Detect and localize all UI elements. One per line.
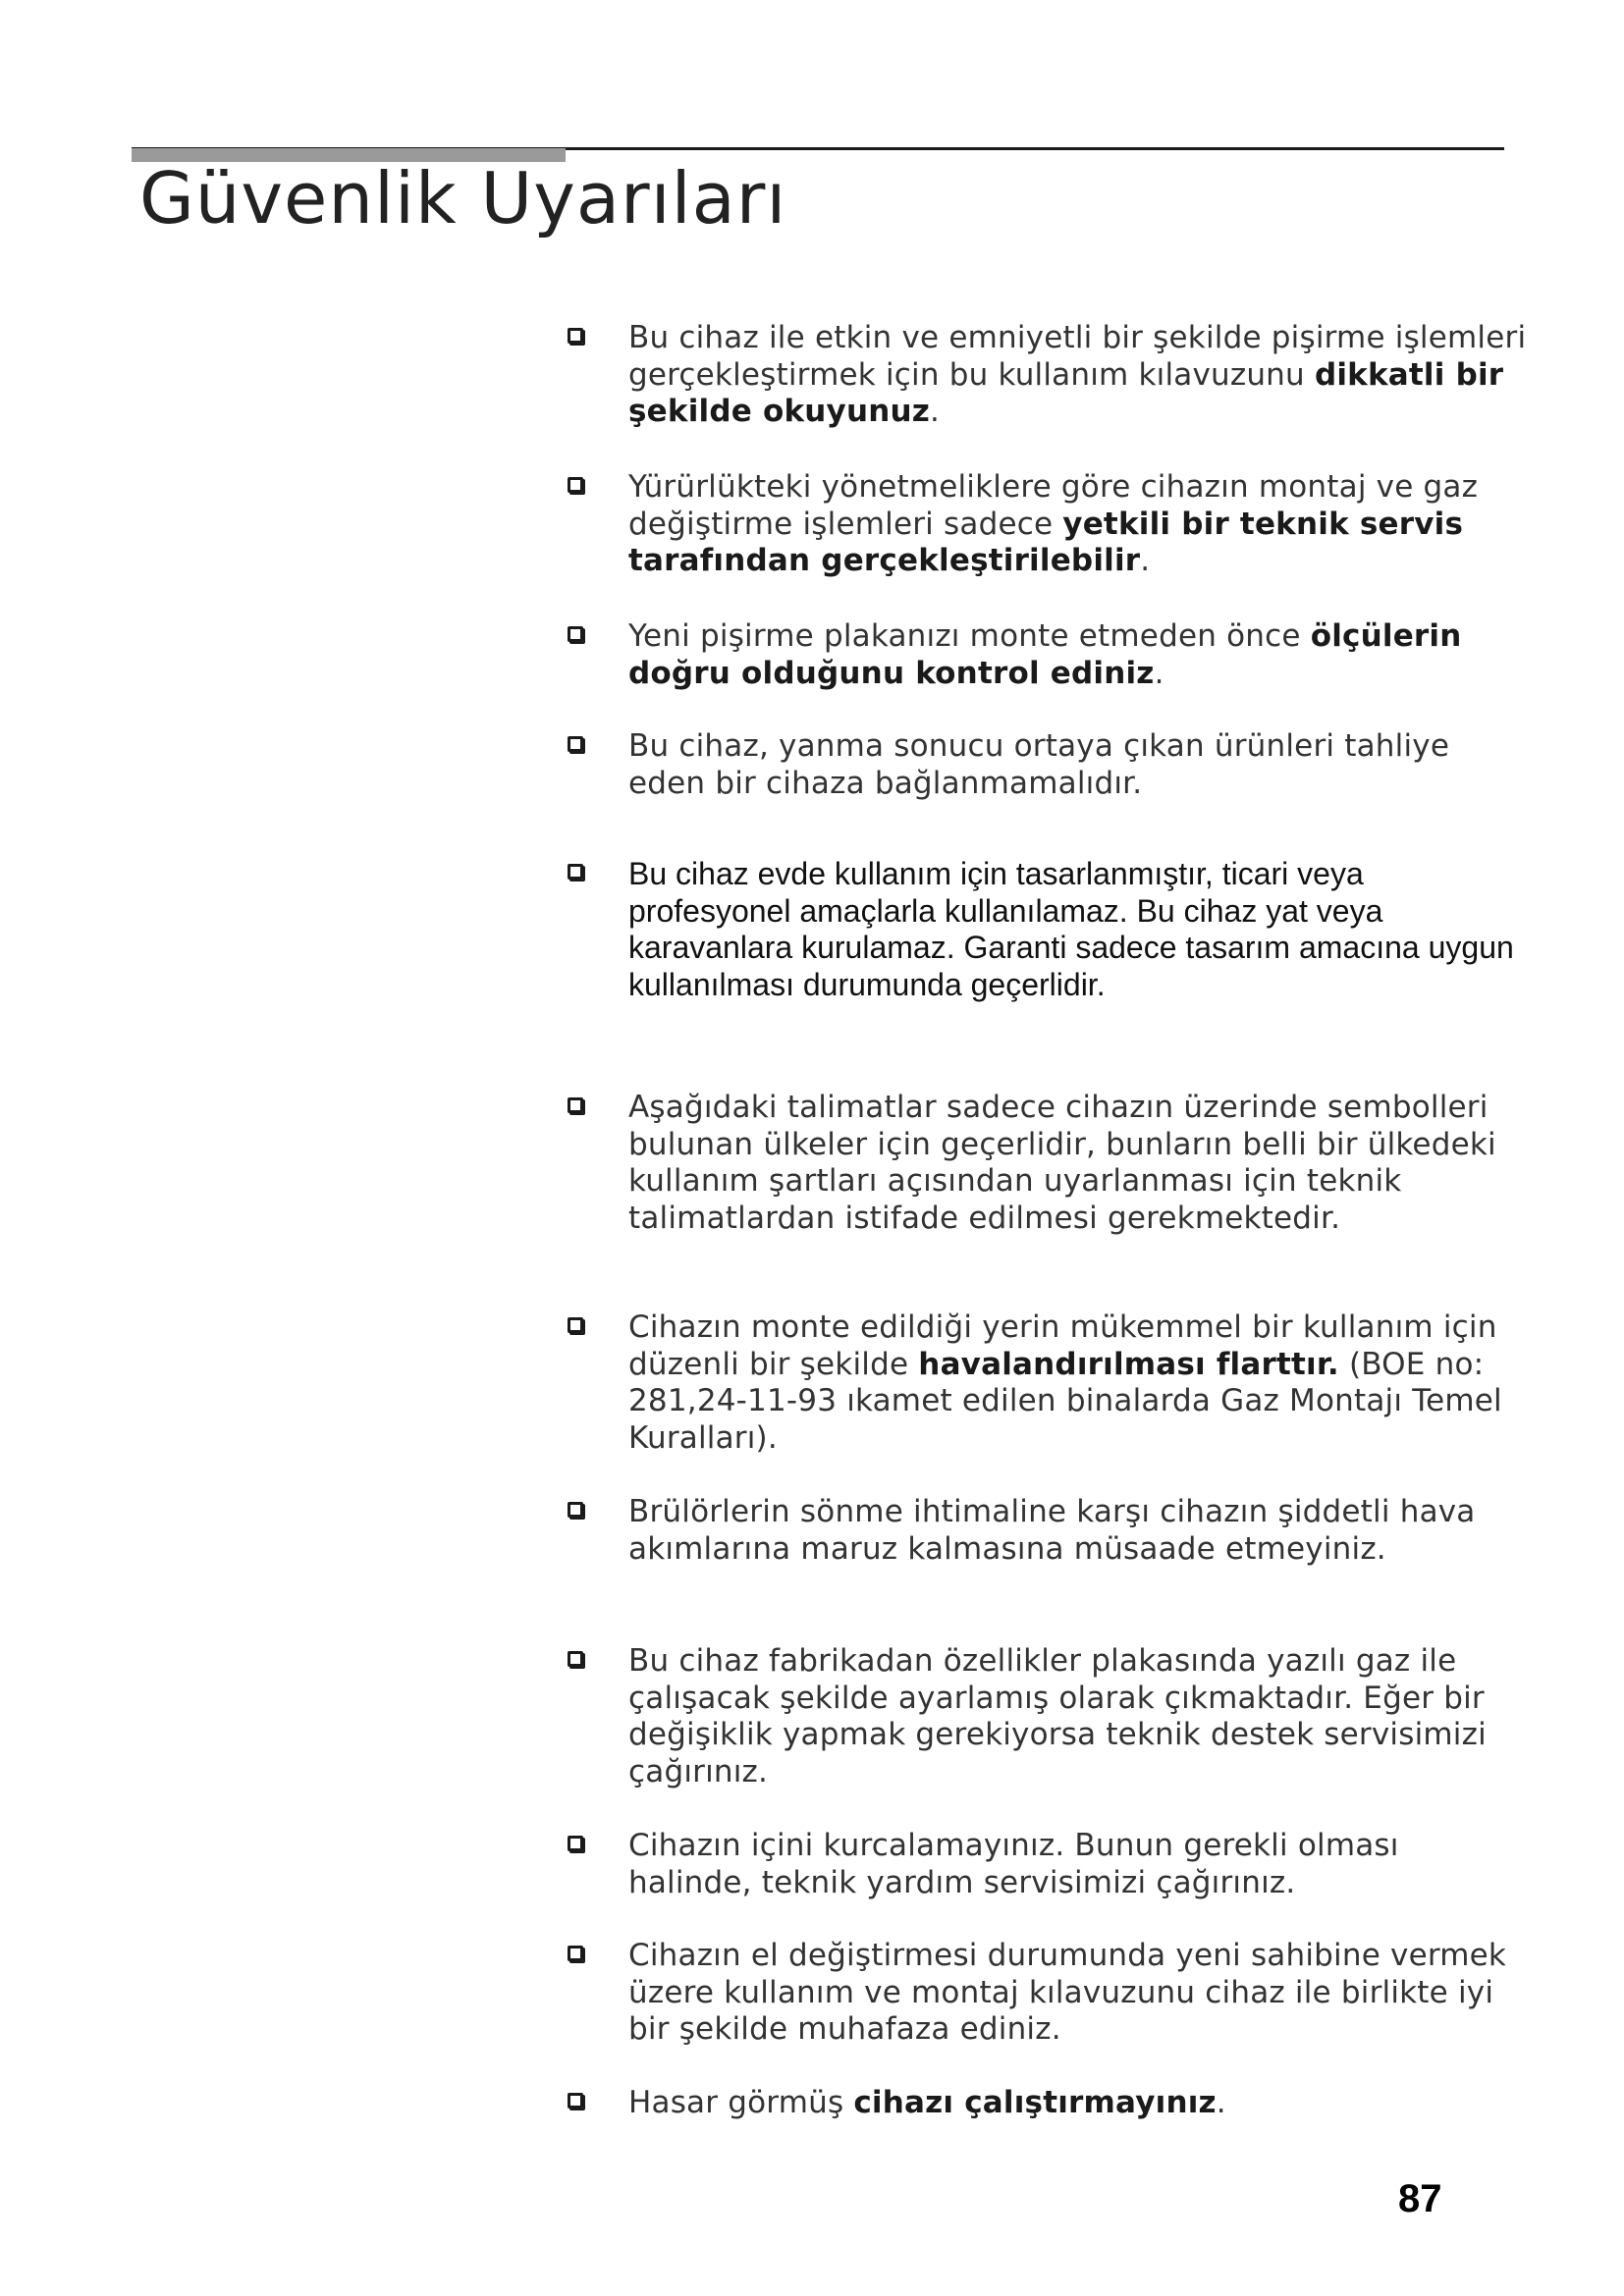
list-item <box>568 856 1530 1003</box>
list-item-text: Bu cihaz, yanma sonucu ortaya çıkan ürünleri tahliye eden bir cihaza bağlanmamalıdır. <box>628 728 1450 801</box>
list-item <box>568 1494 1530 1568</box>
list-item <box>568 1309 1530 1457</box>
list-item-text: Bu cihaz ile etkin ve emniyetli bir şekilde pişirme işlemleri gerçekleştirmek için bu kullanım kılavuzunu dikkatli bir şekilde okuyunuz. <box>628 320 1527 429</box>
checkbox-icon <box>568 1502 583 1518</box>
list-item <box>568 1090 1530 1237</box>
list-item-text: Cihazın içini kurcalamayınız. Bunun gerekli olması halinde, teknik yardım servisimizi çağırınız. <box>628 1828 1399 1900</box>
list-item-text: Yürürlükteki yönetmeliklere göre cihazın montaj ve gaz değiştirme işlemleri sadece yetkili bir teknik servis tarafından gerçekleştirilebilir. <box>628 469 1479 578</box>
checkbox-icon <box>568 2093 583 2109</box>
list-item-text: Aşağıdaki talimatlar sadece cihazın üzerinde sembolleri bulunan ülkeler için geçerlidir, bunların belli bir ülkedeki kullanım şartları açısından uyarlanması için teknik talimatlardan istifade edilmesi gerekmektedir. <box>628 1090 1496 1236</box>
list-item-text: Cihazın monte edildiği yerin mükemmel bir kullanım için düzenli bir şekilde havalandırılması flarttır. (BOE no: 281,24-11-93 ıkamet edilen binalarda Gaz Montajı Temel Kuralları). <box>628 1309 1502 1456</box>
page-number: 87 <box>1398 2177 1442 2220</box>
checkbox-icon <box>568 1317 583 1333</box>
list-item-text: Brülörlerin sönme ihtimaline karşı cihazın şiddetli hava akımlarına maruz kalmasına müsaade etmeyiniz. <box>628 1494 1476 1567</box>
checkbox-icon <box>568 626 583 642</box>
checkbox-icon <box>568 736 583 752</box>
list-item-text: Hasar görmüş cihazı çalıştırmayınız. <box>628 2085 1226 2120</box>
list-item <box>568 1643 1530 1790</box>
list-item <box>568 728 1530 802</box>
checkbox-icon <box>568 1097 583 1113</box>
list-item-text: Cihazın el değiştirmesi durumunda yeni sahibine vermek üzere kullanım ve montaj kılavuzunu cihaz ile birlikte iyi bir şekilde muhafaza ediniz. <box>628 1938 1507 2047</box>
checkbox-icon <box>568 1651 583 1667</box>
list-item <box>568 1938 1530 2049</box>
list-item <box>568 320 1530 431</box>
list-item <box>568 618 1530 692</box>
checkbox-icon <box>568 1836 583 1851</box>
page-title: Güvenlik Uyarıları <box>139 157 787 240</box>
checkbox-icon <box>568 864 583 880</box>
list-item <box>568 2085 1530 2122</box>
list-item <box>568 1828 1530 1901</box>
list-item-text: Bu cihaz evde kullanım için tasarlanmıştır, ticari veya profesyonel amaçlarla kullanılamaz. Bu cihaz yat veya karavanlara kurulamaz. Garanti sadece tasarım amacına uygun kullanılması durumunda geçerlidir. <box>628 856 1514 1002</box>
checkbox-icon <box>568 328 583 344</box>
checkbox-icon <box>568 1946 583 1961</box>
list-item <box>568 469 1530 580</box>
list-item-text: Yeni pişirme plakanızı monte etmeden önce ölçülerin doğru olduğunu kontrol ediniz. <box>628 618 1462 691</box>
list-item-text: Bu cihaz fabrikadan özellikler plakasında yazılı gaz ile çalışacak şekilde ayarlamış olarak çıkmaktadır. Eğer bir değişiklik yapmak gerekiyorsa teknik destek servisimizi çağırınız. <box>628 1643 1487 1789</box>
checkbox-icon <box>568 477 583 493</box>
